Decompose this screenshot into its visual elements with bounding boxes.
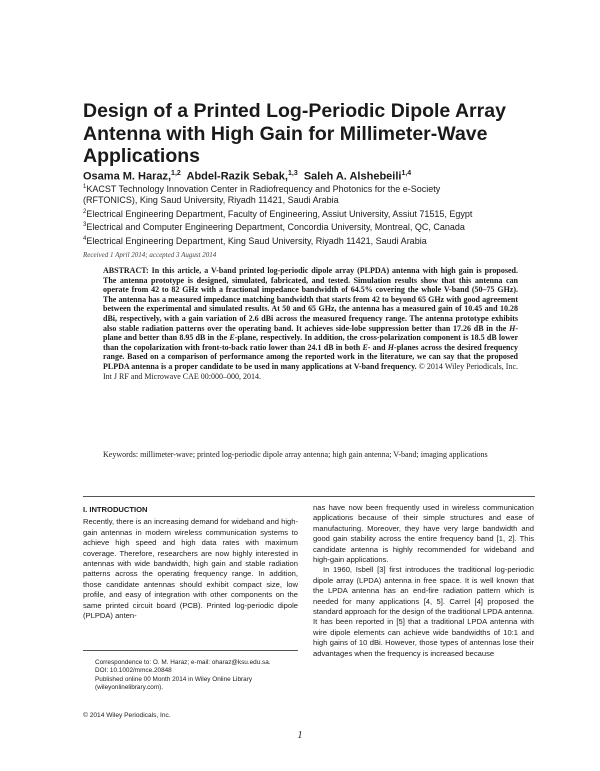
- author-name: Saleh A. Alshebeili: [303, 170, 402, 183]
- received-date: Received 1 April 2014; accepted 3 August 2014: [83, 251, 217, 259]
- keywords: [103, 450, 518, 460]
- affiliation-continued: (RFTONICS), King Saud University, Riyadh 11421, Saudi Arabia: [83, 195, 339, 206]
- author-name: Osama M. Haraz,: [83, 170, 172, 183]
- affiliation: [83, 234, 553, 247]
- abstract-body: In this article, a V-band printed log-periodic dipole array (PLPDA) antenna with high gain is proposed. The antenna prototype is designed, simulated, fabricated, and tested. Simulation results show that this antenna can operate from 42 to 82 GHz with a fractional impedance bandwidth of 64.5% covering the whole V-band (50–75 GHz). The antenna has a measured impedance matching bandwidth that starts from 42 to beyond 65 GHz with good agreement between the experimental and simulated results. At 50 and 65 GHz, the antenna has a measured gain of 10.45 and 10.28 dBi, respectively, with a gain variation of 2.6 dBi across the measured frequency range. The antenna prototype exhibits also stable radiation patterns over the operating band. It achieves side-lobe suppression better than 17.26 dB in the H-plane and better than 8.95 dB in the E-plane, respectively. In addition, the cross-polarization component is 18.5 dB lower than the copolarization with front-to-back ratio lower than 24.1 dB in both E- and H-planes across the desired frequency range. Based on a comparison of performance among the reported work in the literature, we can say that the proposed PLPDA antenna is a proper candidate to be used in many applications at V-band frequency.: [103, 266, 519, 371]
- affiliation-number: 4: [83, 235, 87, 242]
- affiliation-text: Electrical Engineering Department, King Saud University, Riyadh 11421, Saudi Arabia: [86, 235, 427, 246]
- section-heading: I. INTRODUCTION: [83, 505, 148, 514]
- correspondence-note: Correspondence to: O. M. Haraz; e-mail: oharaz@ksu.edu.sa.: [95, 659, 271, 666]
- section-divider: [83, 496, 535, 497]
- intro-paragraph: Recently, there is an increasing demand for wideband and high-gain antennas in modern wireless communication systems to achieve high speed and high data rates with maximum coverage. Therefore, researchers are now highly interested in antennas with wide bandwidth, high gain and stable radiation patterns across the operating frequency range. In addition, those candidate antennas should exhibit compact size, low profile, and easy of integration with other components on the same printed circuit board (PCB). Printed log-periodic dipole (PLPDA) anten-: [83, 517, 298, 621]
- intro-paragraph: nas have now been frequently used in wireless communication applications because of their simple structures and ease of manufacturing. Moreover, they have very large bandwidth and good gain stability across the entire frequency band [1, 2]. This candidate antenna is highly recommended for wideband and high-gain applications.: [313, 503, 534, 565]
- footnote-divider: [83, 650, 298, 651]
- author-affil-ref: 1,3: [287, 170, 298, 177]
- affiliation-list: [83, 182, 553, 247]
- right-column: [313, 503, 534, 659]
- keywords-label: Keywords:: [103, 450, 139, 459]
- affiliation: [83, 182, 553, 195]
- affiliation-text: Electrical Engineering Department, Faculty of Engineering, Assiut University, Assiut 71515, Egypt: [86, 208, 473, 219]
- abstract-copyright: © 2014 Wiley Periodicals, Inc. Int J RF and Microwave CAE 00:000–000, 2014.: [103, 361, 519, 381]
- author-name: Abdel-Razik Sebak,: [186, 170, 288, 183]
- doi-note: DOI: 10.1002/mmce.20848: [95, 667, 172, 675]
- author-affil-ref: 1,2: [171, 170, 181, 177]
- footnotes: [95, 659, 300, 693]
- affiliation-text: KACST Technology Innovation Center in Radiofrequency and Photonics for the e-Society: [86, 184, 441, 194]
- affiliation: [83, 207, 553, 220]
- affiliation-number: 3: [83, 222, 87, 229]
- keywords-text: millimeter-wave; printed log-periodic dipole array antenna; high gain antenna; V-band; imaging applications: [140, 450, 488, 459]
- intro-paragraph: In 1960, Isbell [3] first introduces the traditional log-periodic dipole array (LPDA) antenna in free space. It is well known that the LPDA antenna has an end-fire radiation pattern which is needed for many applications [4, 5]. Carrel [4] proposed the standard approach for the design of the traditional LPDA antenna. It has been reported in [5] that a traditional LPDA antenna with wire dipole elements can achieve wide bandwidths of 10:1 and high gains of 10 dBi. However, those types of antennas lose their advantages when the frequency is increased because: [313, 565, 534, 658]
- author-affil-ref: 1,4: [401, 170, 412, 177]
- affiliation-number: 2: [83, 208, 87, 215]
- affiliation: [83, 220, 553, 233]
- abstract-label: ABSTRACT:: [103, 266, 149, 275]
- affiliation-text: Electrical and Computer Engineering Department, Concordia University, Montreal, QC, Canada: [86, 222, 465, 233]
- copyright-footer: © 2014 Wiley Periodicals, Inc.: [83, 712, 171, 719]
- published-note: Published online 00 Month 2014 in Wiley Online Library (wileyonlinelibrary.com).: [95, 675, 253, 692]
- article-title: Design of a Printed Log-Periodic Dipole Array Antenna with High Gain for Millimeter-Wave Applications: [83, 100, 506, 167]
- page-number: 1: [297, 730, 303, 741]
- abstract: [103, 266, 518, 381]
- affiliation-number: 1: [83, 184, 87, 190]
- left-column: [83, 505, 298, 621]
